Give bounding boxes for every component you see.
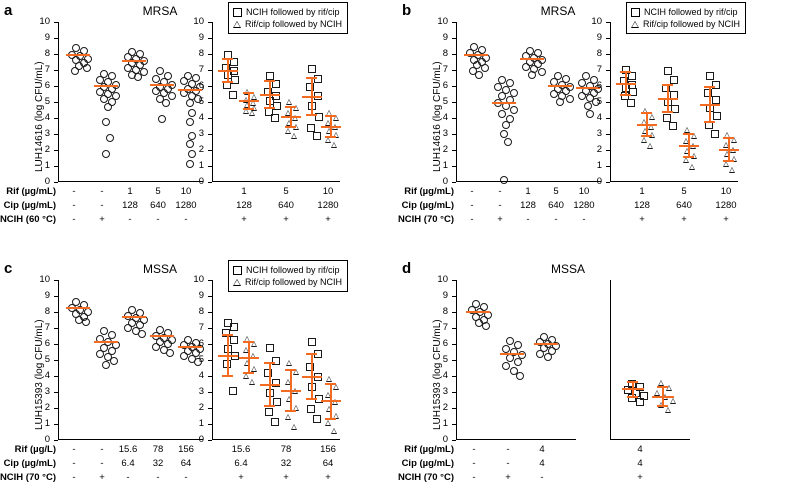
panel-c-letter: c <box>4 260 13 277</box>
panel-a-legend <box>228 2 348 34</box>
cell: 128 <box>236 200 252 211</box>
cell: 640 <box>676 200 692 211</box>
cell: - <box>184 214 188 225</box>
cell: 640 <box>150 200 166 211</box>
cell: 5 <box>155 186 161 197</box>
cell: 64 <box>180 458 192 469</box>
cell: + <box>681 214 687 225</box>
cell: 32 <box>280 458 292 469</box>
cell: 128 <box>634 200 650 211</box>
panel-b-row-label-ncih: NCIH (70 °C) <box>397 214 454 225</box>
cell: 1280 <box>573 200 595 211</box>
legend-label-1: NCIH followed by rif/cip <box>246 7 340 17</box>
cell: 10 <box>322 186 334 197</box>
cell: + <box>99 472 105 483</box>
panel-d-right-plot <box>610 280 690 440</box>
panel-c-title: MSSA <box>142 262 177 276</box>
cell: - <box>72 186 76 197</box>
panel-d-title: MSSA <box>550 262 585 276</box>
panel-b-legend <box>626 2 746 34</box>
panel-c-y-axis-title: LUH15393 (log CFU/mL) <box>34 319 45 430</box>
cell: 1280 <box>317 200 339 211</box>
cell: - <box>498 186 502 197</box>
cell: + <box>241 214 247 225</box>
cell: - <box>526 214 530 225</box>
cell: 1 <box>127 186 133 197</box>
panel-d-letter: d <box>402 260 412 277</box>
cell: 128 <box>520 200 536 211</box>
panel-d-y-axis-title: LUH15393 (log CFU/mL) <box>432 319 443 430</box>
cell: 10 <box>720 186 732 197</box>
cell: - <box>582 214 586 225</box>
cell: + <box>325 472 331 483</box>
panel-a-row-label-rif: Rif (µg/mL) <box>6 186 56 197</box>
cell: - <box>470 214 474 225</box>
panel-d-row-label-rif: Rif (µg/mL) <box>404 444 454 455</box>
cell: + <box>325 214 331 225</box>
legend-label-2: Rif/cip followed by NCIH <box>643 19 741 29</box>
panel-b-y-axis-title: LUH14616 (log CFU/mL) <box>432 61 443 172</box>
cell: + <box>283 472 289 483</box>
panel-a-title: MRSA <box>142 4 178 18</box>
cell: + <box>505 472 511 483</box>
cell: 1 <box>525 186 531 197</box>
panel-d-row-label-cip: Cip (µg/mL) <box>401 458 454 469</box>
cell: 5 <box>681 186 687 197</box>
cell: - <box>470 186 474 197</box>
cell: - <box>100 444 104 455</box>
cell: 1280 <box>175 200 197 211</box>
legend-label-2: Rif/cip followed by NCIH <box>245 277 343 287</box>
panel-c-left-plot: 0 1 2 3 4 5 6 7 8 9 10 <box>58 280 203 440</box>
cell: + <box>283 214 289 225</box>
cell: - <box>72 458 76 469</box>
cell: 4 <box>539 458 545 469</box>
panel-a-row-label-cip: Cip (µg/mL) <box>3 200 56 211</box>
cell: - <box>472 444 476 455</box>
cell: 156 <box>178 444 194 455</box>
panel-a-right-plot: 0 1 2 3 4 5 6 7 8 9 10 NCIH followed by rif/cip Rif/cip followed by NCIH <box>212 22 340 182</box>
panel-d-row-label-ncih: NCIH (70 °C) <box>397 472 454 483</box>
cell: 64 <box>322 458 334 469</box>
cell: - <box>126 472 130 483</box>
cell: + <box>639 214 645 225</box>
cell: - <box>100 186 104 197</box>
cell: 15.6 <box>118 444 138 455</box>
cell: - <box>100 200 104 211</box>
panel-b <box>398 0 793 250</box>
panel-a-left-mean-3 <box>122 60 146 62</box>
cell: 156 <box>320 444 336 455</box>
cell: - <box>472 472 476 483</box>
cell: - <box>506 458 510 469</box>
panel-a-left-mean-2 <box>94 85 118 87</box>
legend-triangle-icon <box>233 21 241 28</box>
cell: 6.4 <box>121 458 135 469</box>
cell: 4 <box>637 444 643 455</box>
cell: 4 <box>637 458 643 469</box>
cell: - <box>506 444 510 455</box>
cell: - <box>498 200 502 211</box>
cell: - <box>554 214 558 225</box>
cell: 15.6 <box>231 444 251 455</box>
panel-b-row-label-rif: Rif (µg/mL) <box>404 186 454 197</box>
cell: 5 <box>283 186 289 197</box>
panel-a-left-mean-4 <box>150 84 174 86</box>
cell: - <box>184 472 188 483</box>
cell: 4 <box>539 444 545 455</box>
cell: 78 <box>280 444 292 455</box>
cell: - <box>72 214 76 225</box>
legend-triangle-icon <box>631 21 639 28</box>
cell: 78 <box>152 444 164 455</box>
cell: 5 <box>553 186 559 197</box>
cell: 6.4 <box>234 458 248 469</box>
cell: 10 <box>578 186 590 197</box>
cell: - <box>540 472 544 483</box>
cell: - <box>128 214 132 225</box>
cell: 10 <box>180 186 192 197</box>
panel-c <box>0 258 396 499</box>
cell: + <box>99 214 105 225</box>
panel-c-row-label-rif: Rif (µg/L) <box>14 444 56 455</box>
panel-c-row-label-cip: Cip (µg/mL) <box>3 458 56 469</box>
cell: - <box>156 214 160 225</box>
cell: 640 <box>548 200 564 211</box>
panel-b-title: MRSA <box>540 4 576 18</box>
cell: 1 <box>639 186 645 197</box>
cell: 1280 <box>715 200 737 211</box>
panel-c-right-plot: 0 1 2 3 4 5 6 7 8 9 10 NCIH followed by rif/cip Rif/cip followed by NCIH <box>212 280 340 440</box>
cell: + <box>497 214 503 225</box>
panel-c-legend <box>228 260 348 292</box>
cell: - <box>472 458 476 469</box>
panel-a-letter: a <box>4 2 13 19</box>
cell: 128 <box>122 200 138 211</box>
legend-square-icon <box>233 266 242 275</box>
legend-triangle-icon <box>233 279 241 286</box>
legend-label-2: Rif/cip followed by NCIH <box>245 19 343 29</box>
cell: - <box>100 458 104 469</box>
panel-d <box>398 258 793 499</box>
legend-label-1: NCIH followed by rif/cip <box>246 265 340 275</box>
panel-b-letter: b <box>402 2 412 19</box>
cell: 32 <box>152 458 164 469</box>
cell: + <box>238 472 244 483</box>
panel-b-right-plot: 0 1 2 3 4 5 6 7 8 9 10 NCIH followed by rif/cip Rif/cip followed by NCIH <box>610 22 738 182</box>
cell: - <box>72 200 76 211</box>
cell: 640 <box>278 200 294 211</box>
panel-a-y-axis-title: LUH14616 (log CFU/mL) <box>34 61 45 172</box>
cell: - <box>72 472 76 483</box>
cell: + <box>723 214 729 225</box>
legend-square-icon <box>233 8 242 17</box>
panel-a-row-label-ncih: NCIH (60 °C) <box>0 214 56 225</box>
cell: + <box>637 472 643 483</box>
cell: - <box>156 472 160 483</box>
cell: 1 <box>241 186 247 197</box>
panel-d-left-plot: 0 1 2 3 4 5 6 7 8 9 10 <box>456 280 576 440</box>
panel-a-left-plot: 0 1 2 3 4 5 6 7 8 9 10 <box>58 22 203 182</box>
panel-b-left-plot: 0 1 2 3 4 5 6 7 8 9 10 <box>456 22 601 182</box>
panel-a-left-mean-1 <box>66 54 90 56</box>
panel-b-row-label-cip: Cip (µg/mL) <box>401 200 454 211</box>
panel-c-row-label-ncih: NCIH (70 °C) <box>0 472 56 483</box>
cell: - <box>72 444 76 455</box>
cell: - <box>470 200 474 211</box>
legend-label-1: NCIH followed by rif/cip <box>644 7 738 17</box>
legend-square-icon <box>631 8 640 17</box>
panel-a <box>0 0 396 250</box>
